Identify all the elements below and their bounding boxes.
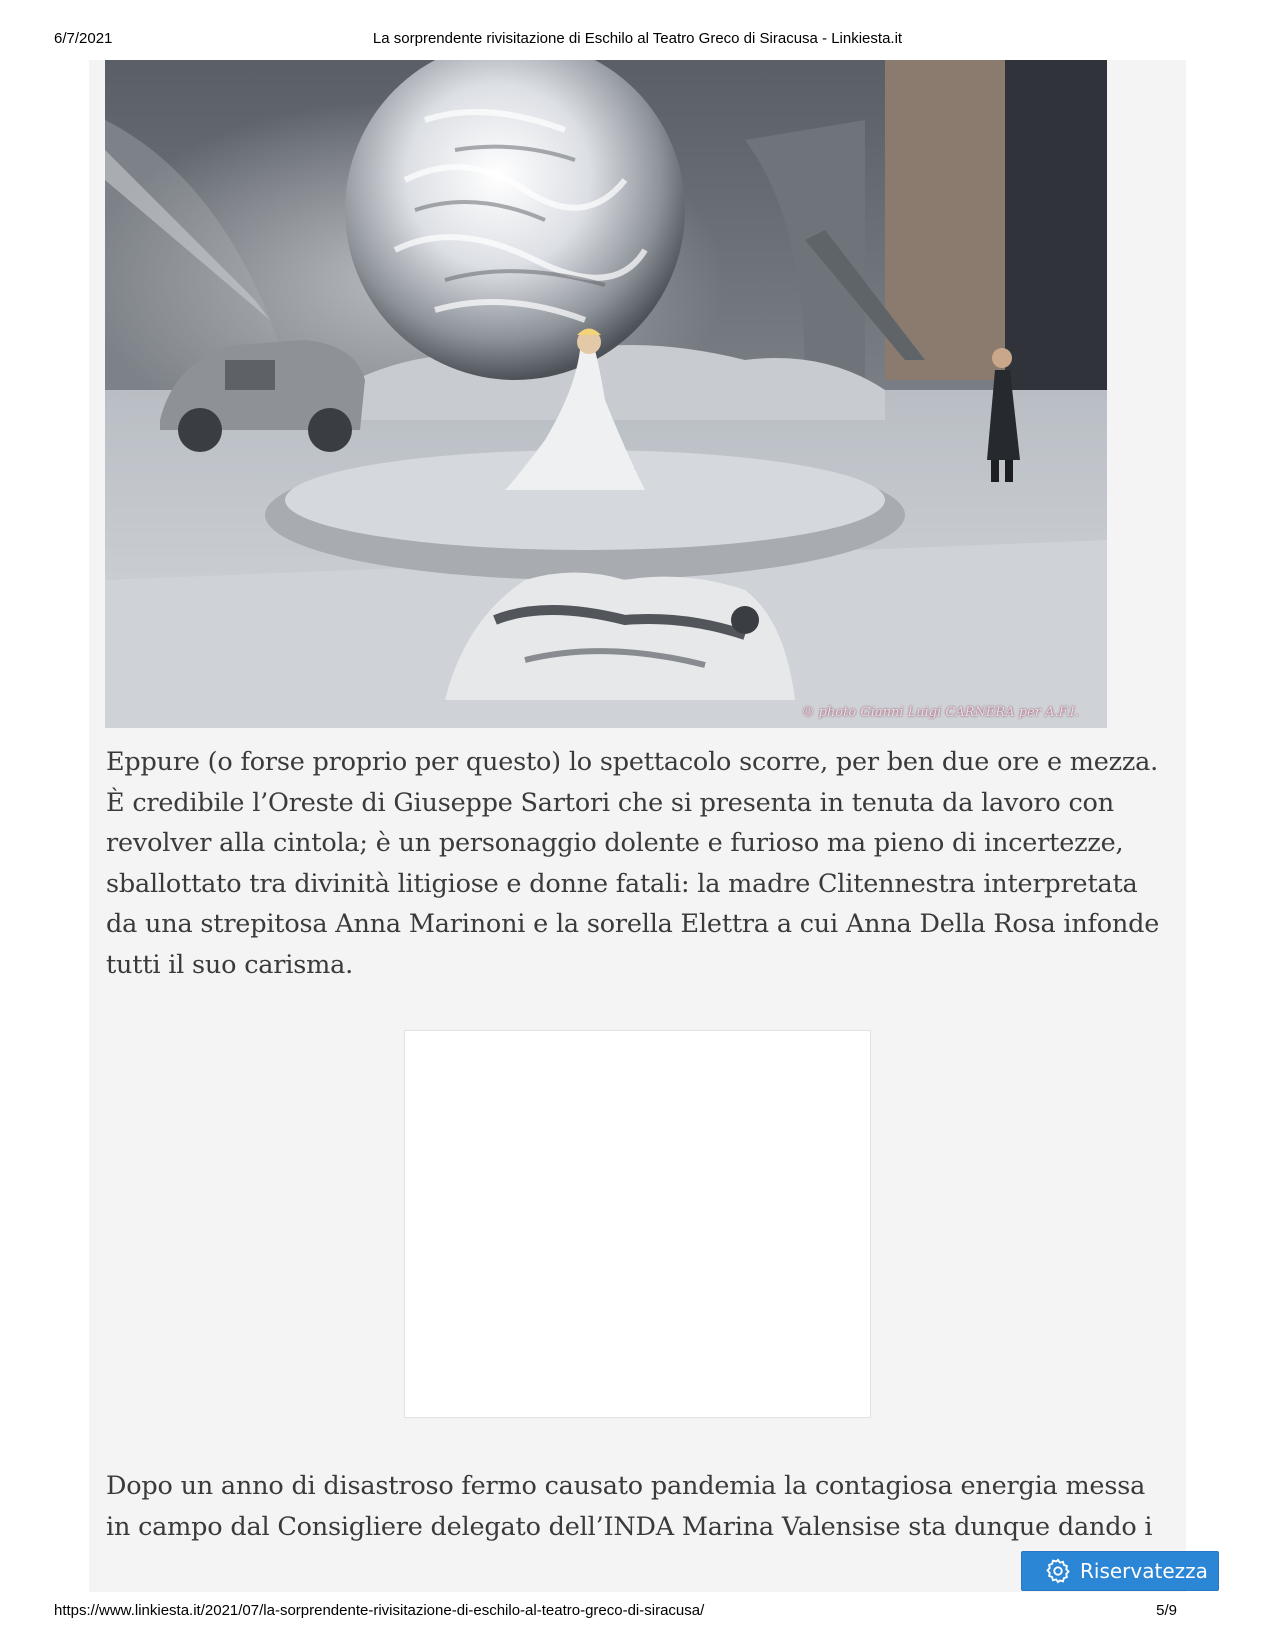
print-page-number: 5/9 (1156, 1602, 1177, 1619)
print-header (0, 30, 1275, 54)
ad-slot (404, 1030, 871, 1418)
privacy-settings-button[interactable] (1021, 1551, 1219, 1591)
print-footer (0, 1602, 1275, 1626)
privacy-button-label: Riservatezza (1080, 1559, 1208, 1583)
article-paragraph: Eppure (o forse proprio per questo) lo spettacolo scorre, per ben due ore e mezza. È credibile l’Oreste di Giuseppe Sartori che si presenta in tenuta da lavoro con revolver alla cintola; è un personaggio dolente e furioso ma pieno di incertezze, sballottato tra divinità litigiose e donne fatali: la madre Clitennestra interpretata da una strepitosa Anna Marinoni e la sorella Elettra a cui Anna Della Rosa infonde tutti il suo carisma. (106, 747, 1160, 980)
gear-icon (1044, 1557, 1072, 1585)
print-url: https://www.linkiesta.it/2021/07/la-sorprendente-rivisitazione-di-eschilo-al-teatro-greco-di-siracusa/ (54, 1602, 705, 1619)
print-date: 6/7/2021 (54, 30, 113, 47)
article-paragraph: Dopo un anno di disastroso fermo causato pandemia la contagiosa energia messa in campo dal Consigliere delegato dell’INDA Marina Valensise sta dunque dando i (106, 1471, 1153, 1542)
article-photo (105, 60, 1107, 728)
print-title: La sorprendente rivisitazione di Eschilo al Teatro Greco di Siracusa - Linkiesta.it (372, 30, 903, 47)
article-body (89, 60, 1186, 1592)
photo-credit: © photo Gianni Luigi CARNERA per A.F.I. (801, 705, 1079, 720)
